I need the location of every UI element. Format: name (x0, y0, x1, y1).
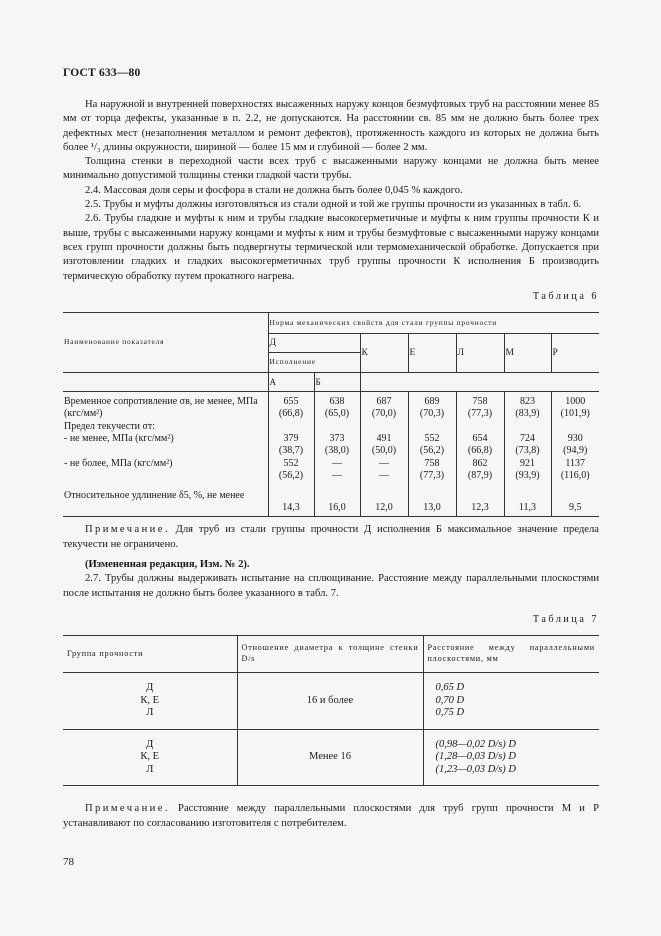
table7-title: Таблица 7 (532, 613, 599, 625)
cell-line: 654 (472, 432, 488, 444)
cell-line: — (379, 457, 389, 469)
row-label-line: - не менее, МПа (кгс/мм²) (64, 432, 174, 444)
table6-header-execution (268, 353, 360, 372)
table-cell (314, 482, 360, 517)
table7-body (63, 673, 599, 786)
paragraph: Толщина стенки в переходной части всех труб с высаженными наружу концами не должна быть менее минимально допустимой толщины стенки гладкой части трубы. (63, 156, 599, 182)
cell-line: 0,65 D (435, 682, 465, 694)
table-row (63, 458, 599, 483)
table-cell (268, 458, 314, 483)
cell-line: 921 (520, 457, 535, 469)
table-row (63, 421, 599, 458)
cell-line: (87,9) (467, 469, 493, 481)
cell-line: 373 (329, 432, 345, 444)
table-cell (360, 482, 408, 517)
cell-line: 0,75 D (435, 707, 465, 719)
cell-line: (73,8) (515, 445, 540, 457)
page-number: 78 (63, 856, 74, 868)
table6-header-norm: Норма механических свойств для стали группы прочности (268, 313, 599, 334)
document-body (63, 98, 599, 831)
paragraph: 2.6. Трубы гладкие и муфты к ним и трубы гладкие высокогерметичные и муфты к ним группы прочности К и выше, трубы с высаженными наружу концами и муфты к ним и трубы безмуфтовые с высаженными наружу концами всех групп прочности должны быть подвергнуты термической или термомеханической обработке. Допускается при изготовлении гладких и гладких высокогерметичных труб группы прочности К исполнения Б производить термическую обработку путем прокатного нагрева. (63, 213, 599, 282)
cell-line: (65,0) (324, 408, 350, 420)
row-label-line (64, 445, 264, 457)
cell-line: (93,9) (515, 469, 540, 481)
table6-header-b: Б (314, 372, 360, 391)
paragraph: 2.4. Массовая доля серы и фосфора в стали не должна быть более 0,045 % каждого. (85, 184, 463, 196)
cell-line: 552 (283, 457, 299, 469)
cell-line: 1137 (565, 457, 586, 469)
table-cell (456, 421, 504, 458)
cell-line: — (332, 457, 342, 469)
cell-line: Д (146, 682, 154, 694)
table-cell (268, 482, 314, 517)
table6-header-group: Р (551, 334, 599, 373)
row-label-line: - не более, МПа (кгс/мм²) (64, 457, 173, 469)
cell-line: 12,3 (471, 502, 489, 514)
cell-line: 14,3 (282, 502, 300, 514)
cell-line: (56,2) (278, 469, 304, 481)
table-cell (360, 421, 408, 458)
cell-line: 13,0 (423, 502, 441, 514)
table6-body (63, 392, 599, 517)
row-label-line: Относительное удлинение δ5, %, не менее (64, 490, 245, 502)
table7-header-distance: Расстояние между параллельными плоскостями, мм (423, 636, 599, 673)
cell-line: (101,9) (560, 408, 590, 420)
cell-line: (50,0) (371, 445, 397, 457)
table-cell (408, 482, 456, 517)
cell-line: 689 (424, 396, 440, 408)
table-cell (314, 392, 360, 421)
cell-line: Л (146, 707, 154, 719)
table-cell (456, 482, 504, 517)
paragraph: 2.5. Трубы и муфты должны изготовляться из стали одной и той же группы прочности из указанных в табл. 6. (85, 199, 582, 211)
cell-line: 12,0 (375, 502, 393, 514)
cell-line: 930 (567, 432, 583, 444)
table6-header-spacer (63, 372, 268, 391)
table7-ratio: Менее 16 (237, 729, 423, 786)
cell-line: 655 (283, 396, 299, 408)
table6-header-group-d: Д (268, 334, 360, 353)
cell-line: 687 (376, 396, 392, 408)
table-cell (551, 421, 599, 458)
table6-header-group: Л (456, 334, 504, 373)
table-cell (314, 421, 360, 458)
table6-header-group: М (504, 334, 551, 373)
table-cell (268, 392, 314, 421)
note-text: Для труб из стали группы прочности Д исполнения Б максимальное значение предела текучести не ограничено. (63, 524, 600, 550)
cell-line: (66,8) (278, 408, 304, 420)
cell-line: (77,3) (419, 469, 445, 481)
table-cell (268, 421, 314, 458)
standard-header: ГОСТ 633—80 (63, 67, 141, 79)
cell-line: (38,7) (278, 445, 304, 457)
cell-line: 9,5 (569, 502, 582, 514)
table-cell (456, 458, 504, 483)
table-cell (551, 482, 599, 517)
cell-line: 379 (283, 432, 299, 444)
table-cell (456, 392, 504, 421)
table6 (63, 312, 599, 517)
table6-title: Таблица 6 (532, 290, 599, 302)
note-text: Расстояние между параллельными плоскостями для труб групп прочности М и Р устанавливают по согласованию изготовителя с потребителем. (63, 803, 599, 829)
table-cell (408, 392, 456, 421)
table-row (63, 482, 599, 517)
table-cell (314, 458, 360, 483)
cell-line: (83,9) (515, 408, 540, 420)
cell-line (458, 421, 503, 433)
row-label (63, 392, 268, 421)
table-cell (408, 421, 456, 458)
cell-line: Д (146, 738, 154, 750)
cell-line: 0,70 D (435, 694, 465, 706)
cell-line (316, 421, 359, 433)
table7-header-ratio: Отношение диаметра к толщине стенки D/s (237, 636, 423, 673)
cell-line (553, 421, 599, 433)
table6-execution-label: Исполнение (269, 357, 316, 367)
cell-line: 1000 (565, 396, 586, 408)
cell-line (362, 421, 407, 433)
row-label (63, 458, 268, 483)
paragraph: 2.7. Трубы должны выдерживать испытание на сплющивание. Расстояние между параллельными плоскостями после испытания не должно быть более указанного в табл. 7. (63, 573, 599, 599)
table-cell (504, 392, 551, 421)
cell-line: 638 (329, 396, 345, 408)
table-cell (360, 392, 408, 421)
table6-note (63, 523, 599, 552)
cell-line: (66,8) (467, 445, 493, 457)
table7-header-group: Группа прочности (63, 636, 237, 673)
table7 (63, 635, 599, 786)
row-label-line (64, 470, 264, 482)
cell-line: (38,0) (324, 445, 350, 457)
cell-line: 758 (424, 457, 440, 469)
cell-line: К, Е (140, 694, 160, 706)
cell-line: (116,0) (560, 469, 590, 481)
table6-header-group: Е (408, 334, 456, 373)
edition-note: (Измененная редакция, Изм. № 2). (85, 559, 250, 571)
note-label: Примечание. (85, 803, 170, 815)
cell-line: 16,0 (328, 502, 346, 514)
table7-ratio: 16 и более (237, 673, 423, 730)
cell-line: (0,98—0,02 D/s) D (435, 738, 516, 750)
cell-line: 552 (424, 432, 440, 444)
table-cell (504, 458, 551, 483)
cell-line (506, 421, 550, 433)
note-label: Примечание. (85, 524, 170, 536)
table6-header-spacer (360, 372, 599, 391)
paragraph: На наружной и внутренней поверхностях высаженных наружу концов безмуфтовых труб на расстоянии менее 85 мм от торца дефекты, указанные в п. 2.2, не допускаются. На расстоянии св. 85 мм не должно быть более трех дефектных мест (незаполнения металлом и ремонт дефектов), протяженность каждого из которых не должна быть более ¹/₃ длины окружности, шириной — более 15 мм и глубиной — более 2 мм. (63, 99, 599, 153)
row-label (63, 421, 268, 458)
table-row (63, 673, 599, 730)
row-label-line: Временное сопротивление σв, не менее, МПа (кгс/мм²) (64, 396, 258, 420)
table-cell (504, 482, 551, 517)
table6-header-a: А (268, 372, 314, 391)
table7-groups (63, 673, 237, 730)
cell-line: — (332, 469, 342, 481)
cell-line (270, 421, 313, 433)
table-cell (504, 421, 551, 458)
table-row (63, 392, 599, 421)
table-cell (360, 458, 408, 483)
table6-header-name: Наименование показателя (63, 313, 268, 373)
table-cell (408, 458, 456, 483)
cell-line: 758 (472, 396, 488, 408)
cell-line: — (379, 469, 389, 481)
table-row (63, 729, 599, 786)
row-label-line: Предел текучести σт: (64, 420, 155, 432)
row-label (63, 482, 268, 517)
table7-note (63, 802, 599, 831)
table6-header-group: К (360, 334, 408, 373)
cell-line: (70,0) (371, 408, 397, 420)
table7-distance (423, 729, 599, 786)
cell-line (410, 421, 455, 433)
cell-line: 11,3 (518, 502, 537, 514)
cell-line: (70,3) (419, 408, 445, 420)
cell-line: 823 (520, 396, 535, 408)
table-cell (551, 392, 599, 421)
cell-line: 862 (472, 457, 488, 469)
table-cell (551, 458, 599, 483)
cell-line: (77,3) (467, 408, 493, 420)
cell-line: (56,2) (419, 445, 445, 457)
table7-distance (423, 673, 599, 730)
cell-line: К, Е (140, 751, 160, 763)
cell-line: (1,23—0,03 D/s) D (435, 763, 516, 775)
cell-line: (1,28—0,03 D/s) D (435, 751, 516, 763)
cell-line: 724 (520, 432, 535, 444)
table7-groups (63, 729, 237, 786)
cell-line: 491 (376, 432, 392, 444)
cell-line: Л (146, 763, 154, 775)
cell-line: (94,9) (563, 445, 588, 457)
